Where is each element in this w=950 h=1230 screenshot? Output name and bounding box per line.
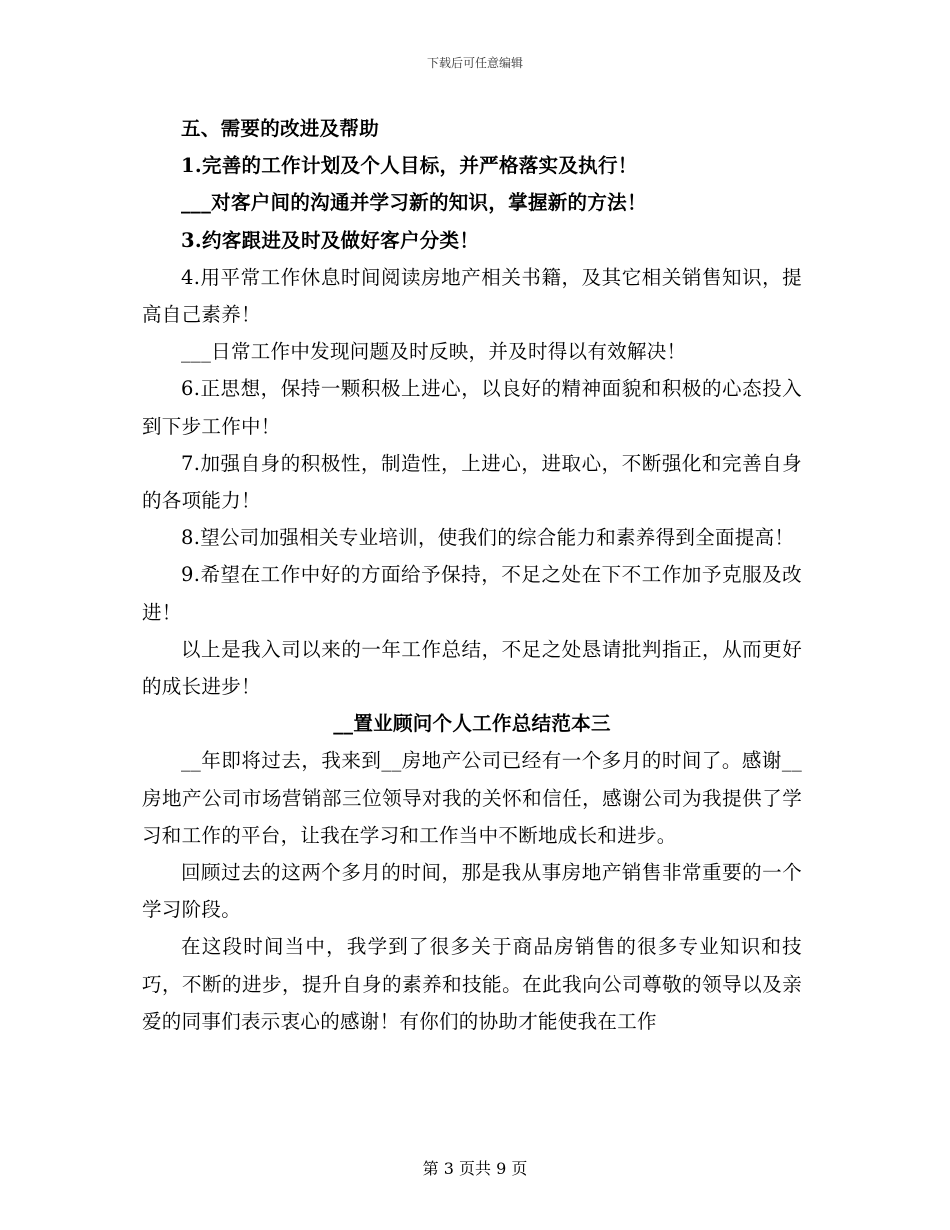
section-heading: 五、需要的改进及帮助: [181, 117, 380, 140]
paragraph: 回顾过去的这两个多月的时间，那是我从事房地产销售非常重要的一个学习阶段。: [142, 861, 802, 922]
list-item: 9.希望在工作中好的方面给予保持，不足之处在下不工作加予克服及改进！: [142, 563, 802, 624]
paragraph: 以上是我入司以来的一年工作总结，不足之处恳请批判指正，从而更好的成长进步！: [142, 637, 802, 699]
document-title: __置业顾问个人工作总结范本三: [333, 712, 611, 736]
list-item: 4.用平常工作休息时间阅读房地产相关书籍，及其它相关销售知识，提高自己素养！: [142, 265, 802, 327]
page-footer: 第 3 页共 9 页: [422, 1159, 528, 1178]
list-item: ___日常工作中发现问题及时反映，并及时得以有效解决！: [181, 340, 687, 364]
paragraph: 在这段时间当中，我学到了很多关于商品房销售的很多专业知识和技巧，不断的进步，提升自身的素养和技能。在此我向公司尊敬的领导以及亲爱的同事们表示衷心的感谢！有你们的协助才能使我在工作: [142, 935, 802, 1033]
paragraph: __年即将过去，我来到__房地产公司已经有一个多月的时间了。感谢__房地产公司市场营销部三位领导对我的关怀和信任，感谢公司为我提供了学习和工作的平台，让我在学习和工作当中不断地成长和进步。: [142, 749, 802, 847]
list-item: 3.约客跟进及时及做好客户分类！: [181, 228, 480, 252]
list-item: 7.加强自身的积极性，制造性，上进心，进取心，不断强化和完善自身的各项能力！: [142, 451, 802, 513]
document-body: [142, 110, 802, 1040]
list-item: 8.望公司加强相关专业培训，使我们的综合能力和素养得到全面提高！: [181, 526, 795, 550]
list-item: 1.完善的工作计划及个人目标，并严格落实及执行！: [181, 154, 638, 178]
list-item: 6.正思想，保持一颗积极上进心，以良好的精神面貌和积极的心态投入到下步工作中！: [142, 377, 802, 438]
list-item: ___对客户间的沟通并学习新的知识，掌握新的方法！: [181, 191, 647, 215]
page-header: 下载后可任意编辑: [426, 56, 523, 70]
